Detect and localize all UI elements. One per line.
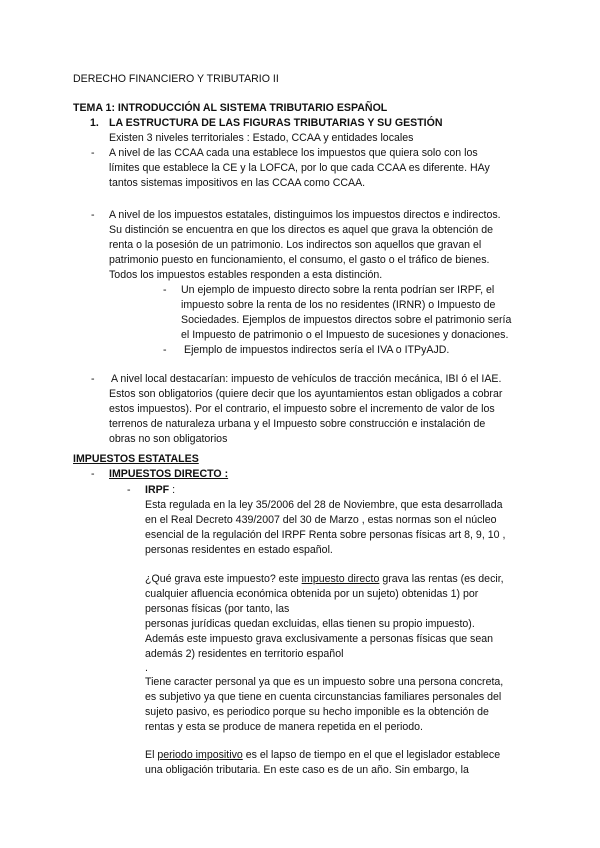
impuestos-directo-heading: IMPUESTOS DIRECTO :: [109, 468, 229, 480]
paragraph-line: personas físicas (por tanto, las: [145, 603, 290, 615]
paragraph-line: patrimonio puesto en funcionamiento, el consumo, el gasto o el tráfico de bienes.: [109, 254, 490, 266]
irpf-label-line: [145, 483, 175, 498]
paragraph-line: cualquier afluencia económica obtenida por un sujeto) obtenidas 1) por: [145, 588, 479, 600]
paragraph-line: Tiene caracter personal ya que es un impuesto sobre una persona concreta,: [145, 676, 504, 688]
paragraph-line: Estos son obligatorios (quiere decir que los ayuntamientos estan obligados a cobrar: [109, 388, 503, 400]
bullet-dash: -: [91, 209, 95, 221]
impuestos-estatales-heading: IMPUESTOS ESTATALES: [73, 453, 199, 465]
section-number: 1.: [90, 117, 99, 129]
impuesto-directo-link[interactable]: impuesto directo: [301, 573, 380, 585]
text-run: El: [145, 749, 158, 761]
paragraph-line: Un ejemplo de impuesto directo sobre la renta podrían ser IRPF, el: [181, 284, 495, 296]
paragraph-line: es subjetivo ya que tiene en cuenta circunstancias familiares personales del: [145, 691, 502, 703]
paragraph-line: Su distinción se encuentra en que los directos es aquel que grava la obtención de: [109, 224, 493, 236]
bullet-dash: -: [91, 147, 95, 159]
paragraph-line: el Impuesto de patrimonio o el Impuesto de sucesiones y donaciones.: [181, 329, 509, 341]
paragraph-line: obras no son obligatorios: [109, 433, 228, 445]
bullet-dash: -: [91, 468, 95, 480]
paragraph-line: personas residentes en estado español.: [145, 544, 333, 556]
paragraph-line: estos impuestos). Por el contrario, el impuesto sobre el incremento de valor de los: [109, 403, 495, 415]
irpf-label: IRPF: [145, 484, 170, 496]
paragraph-line: .: [145, 662, 148, 674]
section-intro: Existen 3 niveles territoriales : Estado, CCAA y entidades locales: [109, 132, 414, 144]
paragraph-line: [145, 572, 504, 587]
periodo-impositivo-link[interactable]: periodo impositivo: [157, 749, 243, 761]
paragraph-line: A nivel local destacarían: impuesto de vehículos de tracción mecánica, IBI ó el IAE.: [111, 373, 502, 385]
section-heading: LA ESTRUCTURA DE LAS FIGURAS TRIBUTARIAS Y SU GESTIÓN: [109, 117, 443, 129]
paragraph-line: rentas y esta se produce de manera repetida en el periodo.: [145, 721, 423, 733]
paragraph-line: personas jurídicas quedan excluidas, ellas tienen su propio impuesto).: [145, 618, 475, 630]
bullet-dash: -: [91, 373, 95, 385]
paragraph-line: A nivel de los impuestos estatales, distinguimos los impuestos directos e indirectos.: [109, 209, 501, 221]
sub-bullet-dash: -: [127, 484, 131, 496]
paragraph-line: Además este impuesto grava exclusivamente a personas físicas que sean: [145, 633, 494, 645]
text-run: ¿Qué grava este impuesto? este: [145, 573, 302, 585]
tema-title: TEMA 1: INTRODUCCIÓN AL SISTEMA TRIBUTARIO ESPAÑOL: [73, 102, 388, 114]
text-run: grava las rentas (es decir,: [379, 573, 504, 585]
paragraph-line: renta o la posesión de un patrimonio. Los indirectos son aquellos que gravan el: [109, 239, 482, 251]
paragraph-line: A nivel de las CCAA cada una establece los impuestos que quiera solo con los: [109, 147, 478, 159]
paragraph-line: Esta regulada en la ley 35/2006 del 28 de Noviembre, que esta desarrollada: [145, 499, 503, 511]
paragraph-line: además 2) residentes en territorio español: [145, 648, 344, 660]
paragraph-line: Ejemplo de impuestos indirectos sería el IVA o ITPyAJD.: [184, 344, 450, 356]
paragraph-line: límites que establece la CE y la LOFCA, por lo que cada CCAA es diferente. HAy: [109, 162, 490, 174]
document-title: DERECHO FINANCIERO Y TRIBUTARIO II: [73, 73, 279, 85]
paragraph-line: sujeto pasivo, es periodico porque su hecho imponible es la obtención de: [145, 706, 489, 718]
paragraph-line: Todos los impuestos estables responden a esta distinción.: [109, 269, 383, 281]
paragraph-line: esencial de la regulación del IRPF Renta sobre personas físicas art 8, 9, 10 ,: [145, 529, 506, 541]
paragraph-line: una obligación tributaria. En este caso es de un año. Sin embargo, la: [145, 764, 469, 776]
paragraph-line: [145, 748, 500, 763]
paragraph-line: terrenos de naturaleza urbana y el Impuesto sobre construcción e instalación de: [109, 418, 486, 430]
sub-bullet-dash: -: [163, 344, 167, 356]
paragraph-line: tantos sistemas impositivos en las CCAA como CCAA.: [109, 177, 366, 189]
paragraph-line: Sociedades. Ejemplos de impuestos directos sobre el patrimonio sería: [181, 314, 512, 326]
text-run: es el lapso de tiempo en el que el legislador establece: [242, 749, 501, 761]
irpf-colon: :: [169, 484, 176, 496]
paragraph-line: en el Real Decreto 439/2007 del 30 de Marzo , estas normas son el núcleo: [145, 514, 497, 526]
sub-bullet-dash: -: [163, 284, 167, 296]
paragraph-line: impuesto sobre la renta de los no residentes (IRNR) o Impuesto de: [181, 299, 496, 311]
